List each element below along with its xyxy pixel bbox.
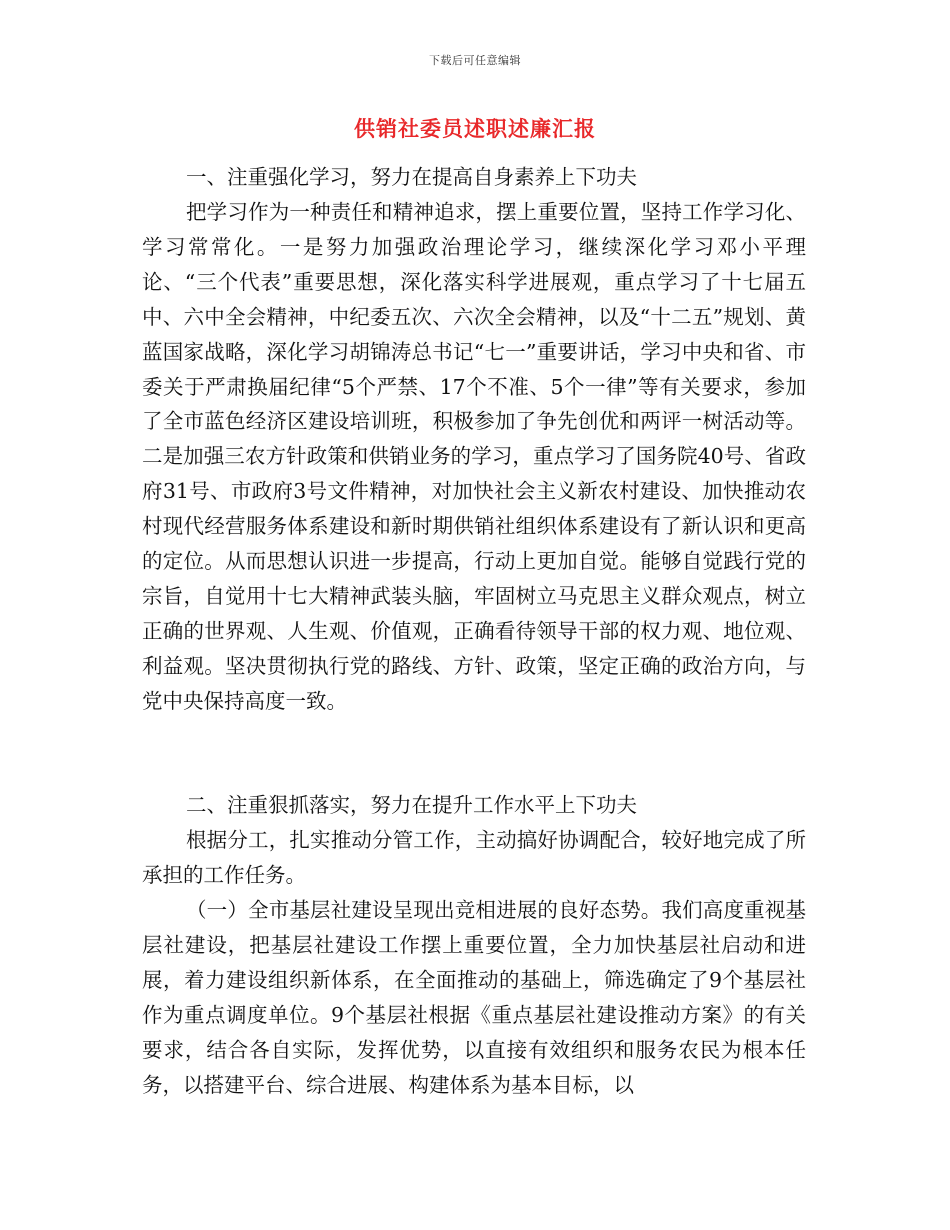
paragraph-grassroots: （一）全市基层社建设呈现出竞相进展的良好态势。我们高度重视基层社建设，把基层社建设工作摆上重要位置，全力加快基层社启动和进展，着力建设组织新体系，在全面推动的基础上，筛选确定了9个基层社作为重点调度单位。9个基层社根据《重点基层社建设推动方案》的有关要求，结合各自实际，发挥优势，以直接有效组织和服务农民为根本任务，以搭建平台、综合进展、构建体系为基本目标，以 (142, 898, 806, 1097)
paragraph-study: 把学习作为一种责任和精神追求，摆上重要位置，坚持工作学习化、学习常常化。一是努力加强政治理论学习，继续深化学习邓小平理论、“三个代表”重要思想，深化落实科学进展观，重点学习了十七届五中、六中全会精神，中纪委五次、六次全会精神，以及“十二五”规划、黄蓝国家战略，深化学习胡锦涛总书记“七一”重要讲话，学习中央和省、市委关于严肃换届纪律“5个严禁、17个不准、5个一律”等有关要求，参加了全市蓝色经济区建设培训班，积极参加了争先创优和两评一树活动等。二是加强三农方针政策和供销业务的学习，重点学习了国务院40号、省政府31号、市政府3号文件精神，对加快社会主义新农村建设、加快推动农村现代经营服务体系建设和新时期供销社组织体系建设有了新认识和更高的定位。从而思想认识进一步提高，行动上更加自觉。能够自觉践行党的宗旨，自觉用十七大精神武装头脑，牢固树立马克思主义群众观点，树立正确的世界观、人生观、价值观，正确看待领导干部的权力观、地位观、利益观。坚决贯彻执行党的路线、方针、政策，坚定正确的政治方向，与党中央保持高度一致。 (142, 200, 806, 713)
section-heading-2: 二、注重狠抓落实，努力在提升工作水平上下功夫 (186, 793, 637, 817)
paragraph-tasks: 根据分工，扎实推动分管工作，主动搞好协调配合，较好地完成了所承担的工作任务。 (142, 828, 806, 887)
header-note: 下载后可任意编辑 (429, 54, 521, 67)
section-heading-1: 一、注重强化学习，努力在提高自身素养上下功夫 (186, 165, 637, 189)
document-title: 供销社委员述职述廉汇报 (354, 116, 596, 141)
